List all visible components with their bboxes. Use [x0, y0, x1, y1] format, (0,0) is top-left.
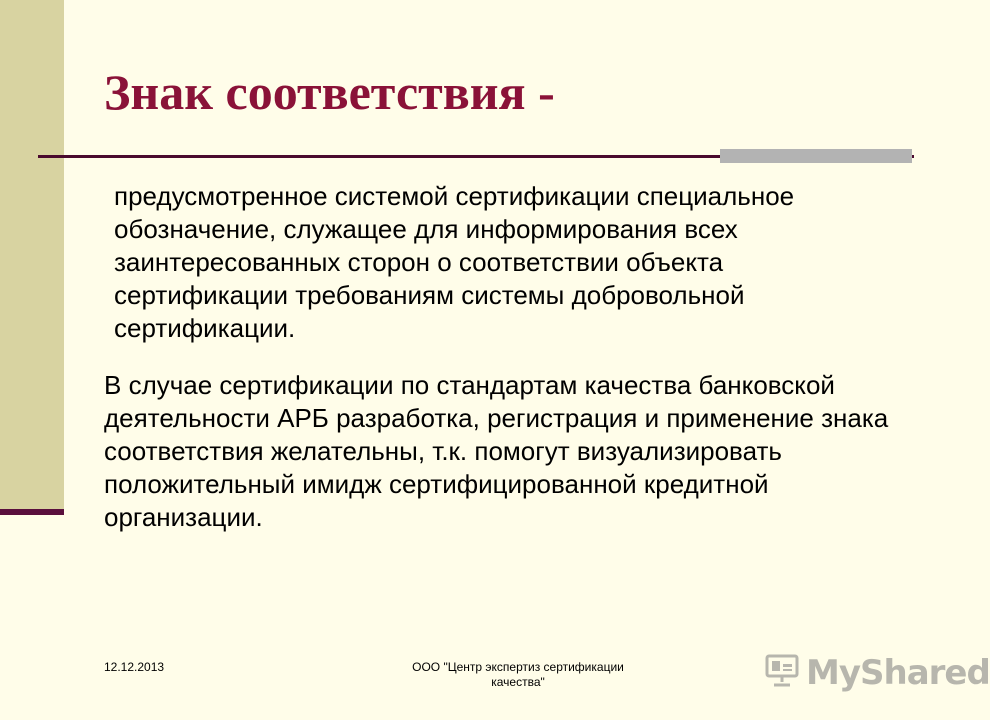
footer-date: 12.12.2013: [104, 660, 165, 674]
watermark-text: MyShared: [806, 652, 990, 693]
watermark: [764, 652, 990, 693]
slide-title: Знак соответствия -: [104, 64, 555, 120]
title-underline-accent: [720, 149, 912, 163]
left-accent-bar: [0, 509, 64, 515]
paragraph-definition: предусмотренное системой сертификации специальное обозначение, служащее для информирования всех заинтересованных сторон о соответствии объекта сертификации требованиям системы добровольной сертификации.: [114, 181, 795, 343]
projector-screen-icon: [764, 652, 800, 693]
paragraph-arb: В случае сертификации по стандартам качества банковской деятельности АРБ разработка, регистрация и применение знака соответствия желательны, т.к. помогут визуализировать положительный имидж сертифицированной кредитной организации.: [104, 370, 889, 532]
left-decorative-band: [0, 0, 64, 512]
footer-organization: ООО "Центр экспертиз сертификации качества": [412, 660, 624, 689]
slide-body: [104, 180, 894, 534]
